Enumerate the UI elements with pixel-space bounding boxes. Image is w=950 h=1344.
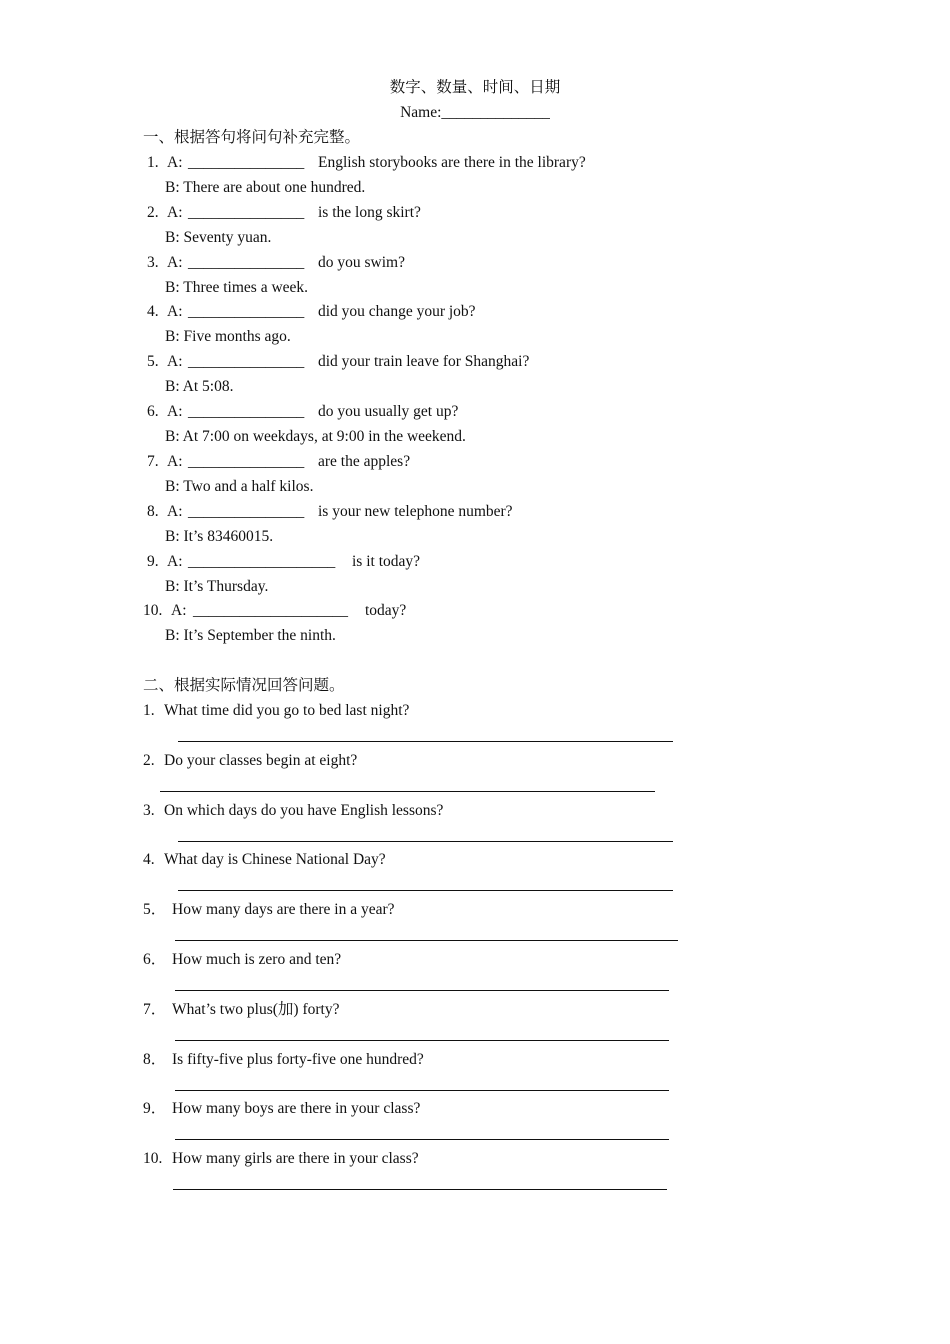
speaker-a-label: A: [167, 553, 183, 570]
speaker-a-label: A: [167, 403, 183, 420]
answer-text: B: It’s 83460015. [165, 528, 274, 545]
item-number: 8． [143, 1051, 167, 1068]
speaker-a-label: A: [167, 204, 183, 221]
speaker-a-label: A: [167, 503, 183, 520]
answer-text: B: At 5:08. [165, 378, 234, 395]
question-text: do you swim? [318, 254, 405, 271]
worksheet-title: 数字、数量、时间、日期 [389, 79, 561, 96]
question-text: English storybooks are there in the library? [318, 154, 586, 171]
question-text: are the apples? [318, 453, 411, 470]
speaker-a-label: A: [167, 453, 183, 470]
fill-blank: _______________ [188, 303, 305, 320]
answer-line [178, 741, 673, 742]
answer-line [175, 940, 678, 941]
item-number: 7. [147, 453, 159, 470]
question-text: Is fifty-five plus forty-five one hundred? [172, 1051, 424, 1068]
question-text: today? [365, 602, 407, 619]
item-number: 9. [147, 553, 159, 570]
item-number: 4. [147, 303, 159, 320]
item-number: 3. [143, 802, 155, 819]
answer-line [178, 890, 673, 891]
item-number: 2. [143, 752, 155, 769]
speaker-a-label: A: [167, 154, 183, 171]
section2-heading: 二、根据实际情况回答问题。 [143, 677, 345, 694]
answer-line [173, 1189, 667, 1190]
fill-blank: _______________ [188, 353, 305, 370]
item-number: 4. [143, 851, 155, 868]
question-text: How many days are there in a year? [172, 901, 395, 918]
speaker-a-label: A: [167, 303, 183, 320]
answer-text: B: Three times a week. [165, 279, 309, 296]
answer-text: B: There are about one hundred. [165, 179, 366, 196]
fill-blank: _______________ [188, 154, 305, 171]
question-text: is the long skirt? [318, 204, 421, 221]
question-text: How many girls are there in your class? [172, 1150, 419, 1167]
question-text: How much is zero and ten? [172, 951, 342, 968]
fill-blank: _______________ [188, 453, 305, 470]
question-text: On which days do you have English lessons? [164, 802, 444, 819]
item-number: 1. [143, 702, 155, 719]
fill-blank: _______________ [188, 403, 305, 420]
question-text: What’s two plus(加) forty? [172, 1001, 340, 1018]
question-text: Do your classes begin at eight? [164, 752, 358, 769]
answer-text: B: Seventy yuan. [165, 229, 272, 246]
speaker-a-label: A: [167, 353, 183, 370]
item-number: 3. [147, 254, 159, 271]
answer-text: B: Two and a half kilos. [165, 478, 314, 495]
fill-blank: _______________ [188, 204, 305, 221]
answer-line [175, 1090, 669, 1091]
fill-blank: _______________ [188, 503, 305, 520]
fill-blank: _______________ [188, 254, 305, 271]
answer-text: B: It’s Thursday. [165, 578, 269, 595]
speaker-a-label: A: [171, 602, 187, 619]
answer-text: B: It’s September the ninth. [165, 627, 336, 644]
question-text: did you change your job? [318, 303, 476, 320]
question-text: What time did you go to bed last night? [164, 702, 410, 719]
answer-line [160, 791, 655, 792]
item-number: 8. [147, 503, 159, 520]
question-text: is your new telephone number? [318, 503, 513, 520]
question-text: do you usually get up? [318, 403, 459, 420]
answer-text: B: At 7:00 on weekdays, at 9:00 in the weekend. [165, 428, 466, 445]
item-number: 9． [143, 1100, 167, 1117]
question-text: What day is Chinese National Day? [164, 851, 386, 868]
item-number: 1. [147, 154, 159, 171]
item-number: 6． [143, 951, 167, 968]
item-number: 2. [147, 204, 159, 221]
item-number: 5. [147, 353, 159, 370]
question-text: did your train leave for Shanghai? [318, 353, 530, 370]
answer-line [175, 1040, 669, 1041]
section1-heading: 一、根据答句将问句补充完整。 [143, 129, 361, 146]
fill-blank: ____________________ [193, 602, 348, 619]
answer-line [175, 990, 669, 991]
item-number: 10. [143, 1150, 163, 1167]
fill-blank: ___________________ [188, 553, 336, 570]
item-number: 7． [143, 1001, 167, 1018]
answer-line [175, 1139, 669, 1140]
question-text: is it today? [352, 553, 421, 570]
item-number: 5． [143, 901, 167, 918]
item-number: 6. [147, 403, 159, 420]
name-field-label: Name:______________ [400, 104, 550, 121]
speaker-a-label: A: [167, 254, 183, 271]
answer-text: B: Five months ago. [165, 328, 291, 345]
question-text: How many boys are there in your class? [172, 1100, 421, 1117]
item-number: 10. [143, 602, 163, 619]
answer-line [178, 841, 673, 842]
